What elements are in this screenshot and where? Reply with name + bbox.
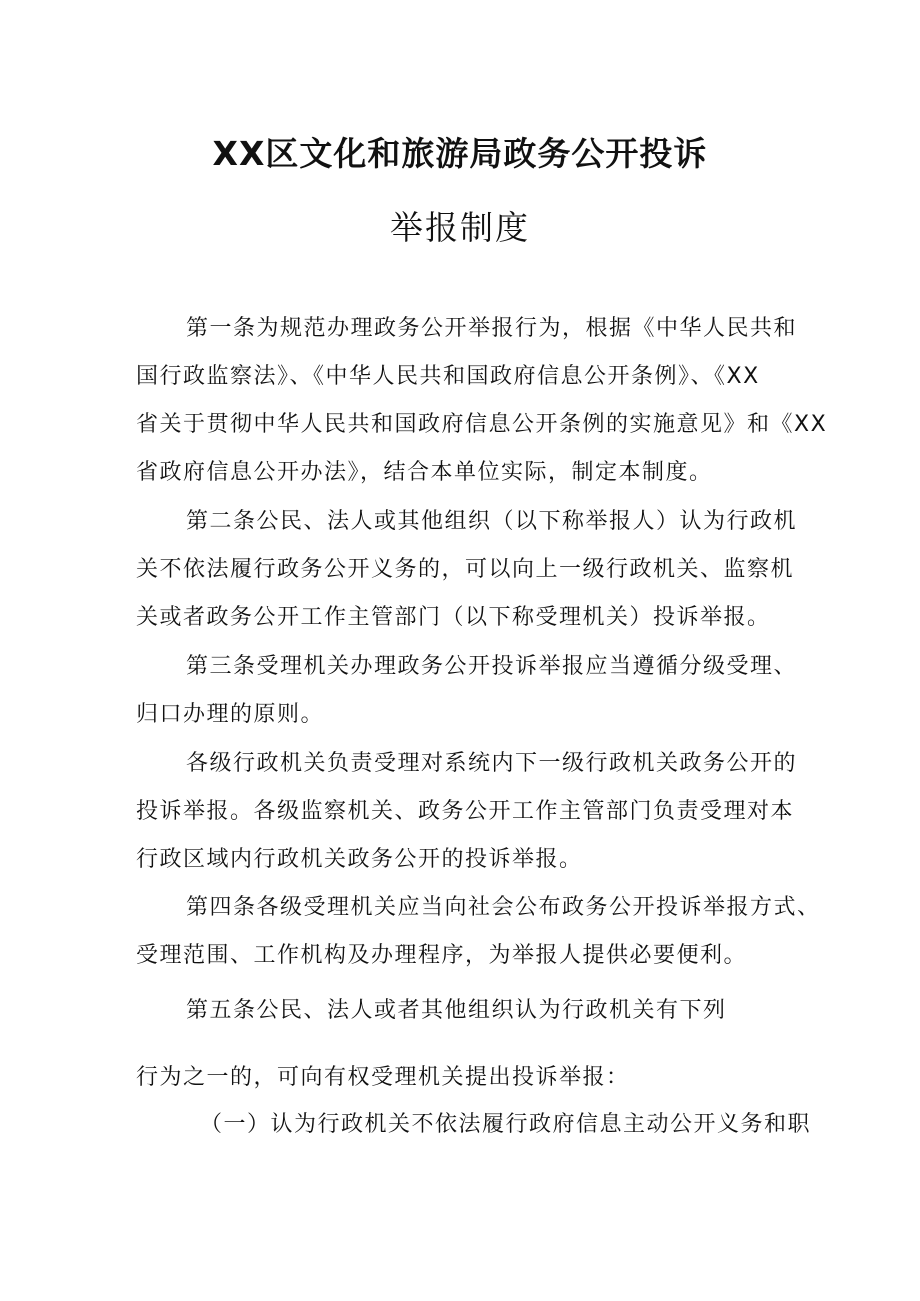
paragraph-line: 受理范围、工作机构及办理程序，为举报人提供必要便利。 [136, 943, 748, 968]
paragraph-line: 各级行政机关负责受理对系统内下一级行政机关政务公开的 [186, 751, 798, 776]
paragraph-line: 归口办理的原则。 [136, 702, 325, 727]
paragraph-line: 第二条公民、法人或其他组织（以下称举报人）认为行政机 [186, 509, 798, 534]
paragraph-line: 第五条公民、法人或者其他组织认为行政机关有下列 [186, 998, 727, 1023]
paragraph-line: 第一条为规范办理政务公开举报行为，根据《中华人民共和 [186, 316, 798, 341]
paragraph-line: 行政区域内行政机关政务公开的投诉举报。 [136, 847, 583, 872]
paragraph-line: 第四条各级受理机关应当向社会公布政务公开投诉举报方式、 [186, 895, 821, 920]
document-title-line-1: XX区文化和旅游局政务公开投诉 [212, 134, 708, 173]
paragraph-line: （一）认为行政机关不依法履行政府信息主动公开义务和职 [200, 1112, 812, 1137]
paragraph-line: 国行政监察法》、《中华人民共和国政府信息公开条例》、《XX [136, 364, 760, 389]
paragraph-line: 行为之一的，可向有权受理机关提出投诉举报： [136, 1065, 630, 1090]
paragraph-line: 省关于贯彻中华人民共和国政府信息公开条例的实施意见》和《XX [136, 412, 828, 437]
paragraph-line: 省政府信息公开办法》，结合本单位实际，制定本制度。 [136, 460, 713, 485]
paragraph-line: 投诉举报。各级监察机关、政务公开工作主管部门负责受理对本 [136, 799, 795, 824]
paragraph-line: 关不依法履行政务公开义务的，可以向上一级行政机关、监察机 [136, 557, 795, 582]
paragraph-line: 关或者政务公开工作主管部门（以下称受理机关）投诉举报。 [136, 605, 771, 630]
paragraph-line: 第三条受理机关办理政务公开投诉举报应当遵循分级受理、 [186, 654, 798, 679]
document-title-line-2: 举报制度 [390, 208, 530, 247]
